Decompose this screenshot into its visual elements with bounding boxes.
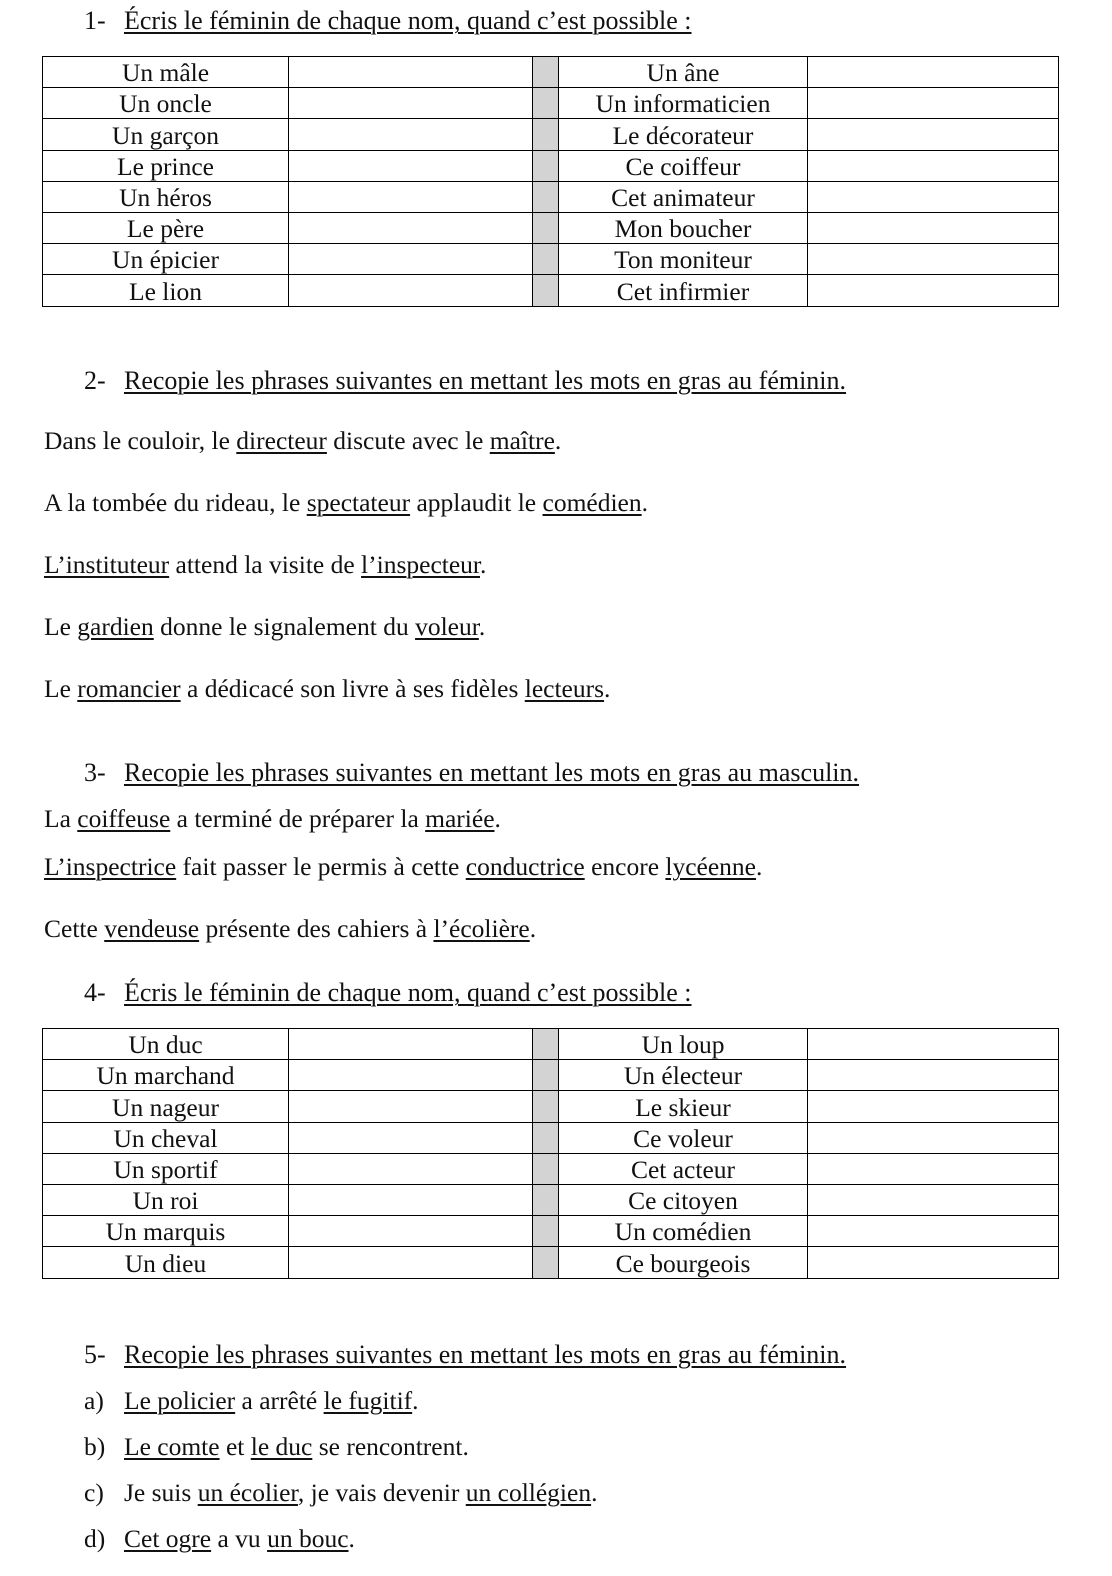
- sentence: [44, 852, 762, 882]
- list-item: [84, 1524, 355, 1554]
- table-row: [43, 181, 1059, 212]
- answer-cell-left[interactable]: [289, 1184, 533, 1215]
- answer-cell-right[interactable]: [808, 57, 1059, 88]
- sentence-text: Le: [44, 674, 78, 703]
- sentence-text: .: [412, 1386, 419, 1415]
- exercise-3-number: 3-: [84, 758, 106, 787]
- answer-cell-right[interactable]: [808, 119, 1059, 150]
- masculine-noun-right: Ton moniteur: [559, 244, 808, 275]
- masculine-noun-right: Ce bourgeois: [559, 1247, 808, 1278]
- sentence-text: se rencontrent.: [312, 1432, 469, 1461]
- masculine-noun-left: Un nageur: [43, 1091, 289, 1122]
- target-word: gardien: [77, 612, 154, 641]
- masculine-noun-left: Un roi: [43, 1184, 289, 1215]
- target-word: vendeuse: [104, 914, 200, 943]
- answer-cell-left[interactable]: [289, 275, 533, 306]
- sentence-text: .: [529, 914, 537, 943]
- sentence-text: .: [480, 550, 487, 579]
- sentence-text: discute avec le: [326, 426, 490, 455]
- sentence-text: a arrêté: [235, 1386, 324, 1415]
- answer-cell-right[interactable]: [808, 150, 1059, 181]
- masculine-noun-right: Un électeur: [559, 1060, 808, 1091]
- separator-cell: [533, 1153, 559, 1184]
- exercise-1-number: 1-: [84, 6, 106, 35]
- target-word: L’instituteur: [44, 550, 170, 579]
- separator-cell: [533, 212, 559, 243]
- separator-cell: [533, 88, 559, 119]
- exercise-4-heading: [84, 978, 692, 1008]
- masculine-noun-left: Le prince: [43, 150, 289, 181]
- table-row: [43, 244, 1059, 275]
- item-label: c): [84, 1478, 104, 1507]
- masculine-noun-left: Un oncle: [43, 88, 289, 119]
- separator-cell: [533, 119, 559, 150]
- masculine-noun-right: Ce coiffeur: [559, 150, 808, 181]
- exercise-1-table: [42, 56, 1059, 307]
- sentence-text: .: [641, 488, 648, 517]
- sentence-text: .: [478, 612, 486, 641]
- answer-cell-left[interactable]: [289, 1122, 533, 1153]
- exercise-4-title: Écris le féminin de chaque nom, quand c’est possible :: [124, 978, 692, 1007]
- sentence-text: fait passer le permis à cette: [176, 852, 466, 881]
- sentence-text: et: [219, 1432, 251, 1461]
- masculine-noun-right: Cet animateur: [559, 181, 808, 212]
- separator-cell: [533, 1060, 559, 1091]
- target-word: un collégien: [465, 1478, 592, 1507]
- target-word: l’écolière: [433, 914, 530, 943]
- answer-cell-right[interactable]: [808, 1060, 1059, 1091]
- sentence: [44, 914, 536, 944]
- sentence-text: Je suis: [124, 1478, 198, 1507]
- exercise-5-title: Recopie les phrases suivantes en mettant les mots en gras au féminin.: [124, 1340, 847, 1369]
- masculine-noun-left: Un marquis: [43, 1216, 289, 1247]
- masculine-noun-right: Un informaticien: [559, 88, 808, 119]
- item-label: a): [84, 1386, 104, 1415]
- answer-cell-right[interactable]: [808, 275, 1059, 306]
- sentence-text: .: [348, 1524, 355, 1553]
- target-word: Le comte: [124, 1432, 220, 1461]
- masculine-noun-right: Ce voleur: [559, 1122, 808, 1153]
- masculine-noun-right: Mon boucher: [559, 212, 808, 243]
- answer-cell-right[interactable]: [808, 244, 1059, 275]
- answer-cell-right[interactable]: [808, 1184, 1059, 1215]
- exercise-2-heading: [84, 366, 846, 396]
- sentence-text: Cette: [44, 914, 105, 943]
- masculine-noun-left: Un dieu: [43, 1247, 289, 1278]
- exercise-5-heading: [84, 1340, 846, 1370]
- separator-cell: [533, 1184, 559, 1215]
- answer-cell-left[interactable]: [289, 1029, 533, 1060]
- answer-cell-left[interactable]: [289, 1091, 533, 1122]
- exercise-2-title: Recopie les phrases suivantes en mettant les mots en gras au féminin.: [124, 366, 847, 395]
- masculine-noun-right: Un comédien: [559, 1216, 808, 1247]
- answer-cell-right[interactable]: [808, 1091, 1059, 1122]
- answer-cell-left[interactable]: [289, 1153, 533, 1184]
- item-label: b): [84, 1432, 106, 1461]
- sentence: [44, 550, 486, 580]
- answer-cell-right[interactable]: [808, 1153, 1059, 1184]
- answer-cell-left[interactable]: [289, 181, 533, 212]
- table-row: [43, 275, 1059, 306]
- masculine-noun-left: Un marchand: [43, 1060, 289, 1091]
- target-word: maître: [489, 426, 555, 455]
- table-row: [43, 1247, 1059, 1278]
- masculine-noun-right: Le skieur: [559, 1091, 808, 1122]
- sentence-text: .: [756, 852, 763, 881]
- masculine-noun-left: Un cheval: [43, 1122, 289, 1153]
- sentence-text: .: [494, 804, 501, 833]
- exercise-4-number: 4-: [84, 978, 106, 1007]
- sentence-text: La: [44, 804, 78, 833]
- sentence-text: , je vais devenir: [297, 1478, 466, 1507]
- answer-cell-right[interactable]: [808, 1247, 1059, 1278]
- target-word: directeur: [236, 426, 327, 455]
- target-word: un bouc: [267, 1524, 349, 1553]
- table-row: [43, 1060, 1059, 1091]
- target-word: comédien: [542, 488, 642, 517]
- list-item: [84, 1386, 419, 1416]
- sentence-text: .: [604, 674, 611, 703]
- answer-cell-left[interactable]: [289, 88, 533, 119]
- target-word: L’inspectrice: [44, 852, 177, 881]
- masculine-noun-right: Un loup: [559, 1029, 808, 1060]
- target-word: coiffeuse: [77, 804, 171, 833]
- sentence: [44, 426, 561, 456]
- separator-cell: [533, 1247, 559, 1278]
- answer-cell-right[interactable]: [808, 181, 1059, 212]
- separator-cell: [533, 57, 559, 88]
- exercise-2-number: 2-: [84, 366, 106, 395]
- answer-cell-left[interactable]: [289, 1247, 533, 1278]
- table-row: [43, 119, 1059, 150]
- target-word: mariée: [425, 804, 495, 833]
- masculine-noun-left: Le lion: [43, 275, 289, 306]
- masculine-noun-right: Un âne: [559, 57, 808, 88]
- masculine-noun-right: Ce citoyen: [559, 1184, 808, 1215]
- table-row: [43, 57, 1059, 88]
- answer-cell-right[interactable]: [808, 1029, 1059, 1060]
- list-item: [84, 1478, 597, 1508]
- masculine-noun-left: Un épicier: [43, 244, 289, 275]
- masculine-noun-right: Cet infirmier: [559, 275, 808, 306]
- sentence-text: a vu: [211, 1524, 268, 1553]
- answer-cell-right[interactable]: [808, 1122, 1059, 1153]
- separator-cell: [533, 1216, 559, 1247]
- target-word: romancier: [77, 674, 181, 703]
- table-row: [43, 1029, 1059, 1060]
- masculine-noun-right: Cet acteur: [559, 1153, 808, 1184]
- masculine-noun-left: Un duc: [43, 1029, 289, 1060]
- target-word: conductrice: [465, 852, 585, 881]
- sentence: [44, 804, 501, 834]
- sentence: [44, 488, 648, 518]
- answer-cell-left[interactable]: [289, 1216, 533, 1247]
- answer-cell-left[interactable]: [289, 1060, 533, 1091]
- sentence-text: applaudit le: [410, 488, 543, 517]
- target-word: le fugitif: [323, 1386, 413, 1415]
- separator-cell: [533, 1091, 559, 1122]
- separator-cell: [533, 275, 559, 306]
- target-word: un écolier: [197, 1478, 298, 1507]
- exercise-4-table: [42, 1028, 1059, 1279]
- target-word: Cet ogre: [124, 1524, 212, 1553]
- masculine-noun-left: Un héros: [43, 181, 289, 212]
- answer-cell-right[interactable]: [808, 212, 1059, 243]
- sentence-text: Le: [44, 612, 78, 641]
- table-row: [43, 88, 1059, 119]
- masculine-noun-right: Le décorateur: [559, 119, 808, 150]
- table-row: [43, 1184, 1059, 1215]
- separator-cell: [533, 181, 559, 212]
- sentence-text: attend la visite de: [169, 550, 362, 579]
- masculine-noun-left: Un garçon: [43, 119, 289, 150]
- sentence-text: présente des cahiers à: [199, 914, 434, 943]
- exercise-3-heading: [84, 758, 859, 788]
- sentence-text: Dans le couloir, le: [44, 426, 237, 455]
- answer-cell-left[interactable]: [289, 57, 533, 88]
- table-row: [43, 212, 1059, 243]
- answer-cell-right[interactable]: [808, 1216, 1059, 1247]
- target-word: le duc: [250, 1432, 313, 1461]
- answer-cell-left[interactable]: [289, 212, 533, 243]
- target-word: Le policier: [124, 1386, 236, 1415]
- sentence-text: .: [554, 426, 562, 455]
- sentence: [44, 612, 485, 642]
- item-label: d): [84, 1524, 106, 1553]
- target-word: spectateur: [306, 488, 411, 517]
- answer-cell-left[interactable]: [289, 244, 533, 275]
- table-row: [43, 150, 1059, 181]
- masculine-noun-left: Un mâle: [43, 57, 289, 88]
- exercise-3-title: Recopie les phrases suivantes en mettant les mots en gras au masculin.: [124, 758, 860, 787]
- sentence-text: a dédicacé son livre à ses fidèles: [180, 674, 525, 703]
- target-word: l’inspecteur: [361, 550, 481, 579]
- target-word: lycéenne: [665, 852, 756, 881]
- exercise-1-heading: [84, 6, 692, 36]
- separator-cell: [533, 150, 559, 181]
- sentence: [44, 674, 610, 704]
- target-word: voleur: [415, 612, 479, 641]
- table-row: [43, 1122, 1059, 1153]
- table-row: [43, 1216, 1059, 1247]
- answer-cell-left[interactable]: [289, 150, 533, 181]
- sentence-text: .: [591, 1478, 598, 1507]
- sentence-text: encore: [584, 852, 666, 881]
- table-row: [43, 1091, 1059, 1122]
- masculine-noun-left: Le père: [43, 212, 289, 243]
- answer-cell-right[interactable]: [808, 88, 1059, 119]
- exercise-1-title: Écris le féminin de chaque nom, quand c’est possible :: [124, 6, 692, 35]
- list-item: [84, 1432, 469, 1462]
- target-word: lecteurs: [524, 674, 605, 703]
- sentence-text: a terminé de préparer la: [170, 804, 426, 833]
- answer-cell-left[interactable]: [289, 119, 533, 150]
- sentence-text: donne le signalement du: [153, 612, 416, 641]
- separator-cell: [533, 1029, 559, 1060]
- separator-cell: [533, 244, 559, 275]
- exercise-5-number: 5-: [84, 1340, 106, 1369]
- table-row: [43, 1153, 1059, 1184]
- sentence-text: A la tombée du rideau, le: [44, 488, 307, 517]
- masculine-noun-left: Un sportif: [43, 1153, 289, 1184]
- separator-cell: [533, 1122, 559, 1153]
